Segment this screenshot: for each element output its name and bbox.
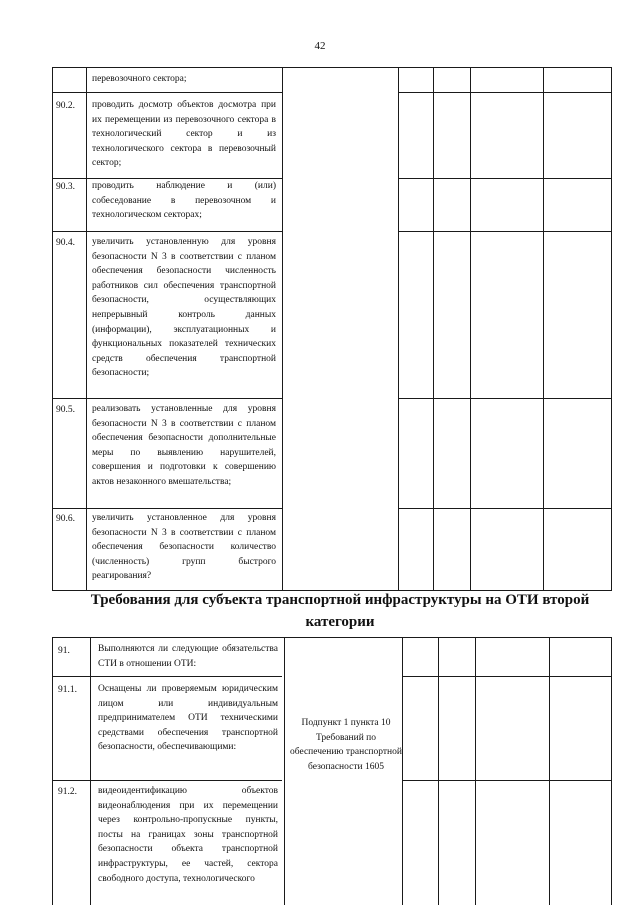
- table-row-text: Выполняются ли следующие обязательства СТИ в отношении ОТИ:: [98, 644, 278, 669]
- table-row-text: проводить досмотр объектов досмотра при их перемещении из перевозочного сектора в технологический сектор и из технологического сектора в перевозочный сектор;: [92, 100, 276, 169]
- row-number: 90.6.: [56, 514, 75, 524]
- table-row-text: увеличить установленное для уровня безопасности N 3 в соответствии с планом обеспечения безопасности количество (численность) групп быстрого реагирования?: [92, 513, 276, 582]
- table-row-text: увеличить установленную для уровня безопасности N 3 в соответствии с планом обеспечения безопасности численность работников сил обеспечения транспортной безопасности, осуществляющих непрерывный контроль данных (информации), эксплуатационных и функциональных показателей технических средств обеспечения транспортной безопасности;: [92, 237, 276, 379]
- table-row-text: Оснащены ли проверяемым юридическим лицом или индивидуальным предпринимателем ОТИ техническими средствами обеспечения транспортной безопасности, обеспечивающими:: [98, 684, 278, 753]
- row-number: 91.: [58, 646, 70, 656]
- table-row-text: видеоидентификацию объектов видеонаблюдения при их перемещении через контрольно-пропускные пункты, посты на границах зоны транспортной безопасности объекта транспортной инфраструктуры, ее частей, сектора свободного доступа, технологического: [98, 786, 278, 884]
- row-number: 90.3.: [56, 182, 75, 192]
- row-number: 91.1.: [58, 685, 77, 695]
- row-number: 90.5.: [56, 405, 75, 415]
- section-title: Требования для субъекта транспортной инфраструктуры на ОТИ второй категории: [90, 592, 590, 630]
- table-row-text: реализовать установленные для уровня безопасности N 3 в соответствии с планом обеспечения безопасности дополнительные меры по выявлению нарушителей, совершения и подготовки к совершению актов незаконного вмешательства;: [92, 404, 276, 487]
- table-row-text: проводить наблюдение и (или) собеседование в перевозочном и технологическом секторах;: [92, 181, 276, 221]
- table-row-text: перевозочного сектора;: [92, 74, 187, 84]
- row-number: 91.2.: [58, 787, 77, 797]
- legal-reference: Подпункт 1 пункта 10 Требований по обеспечению транспортной безопасности 1605: [290, 718, 402, 772]
- row-number: 90.4.: [56, 238, 75, 248]
- row-number: 90.2.: [56, 101, 75, 111]
- page-number: 42: [314, 40, 326, 52]
